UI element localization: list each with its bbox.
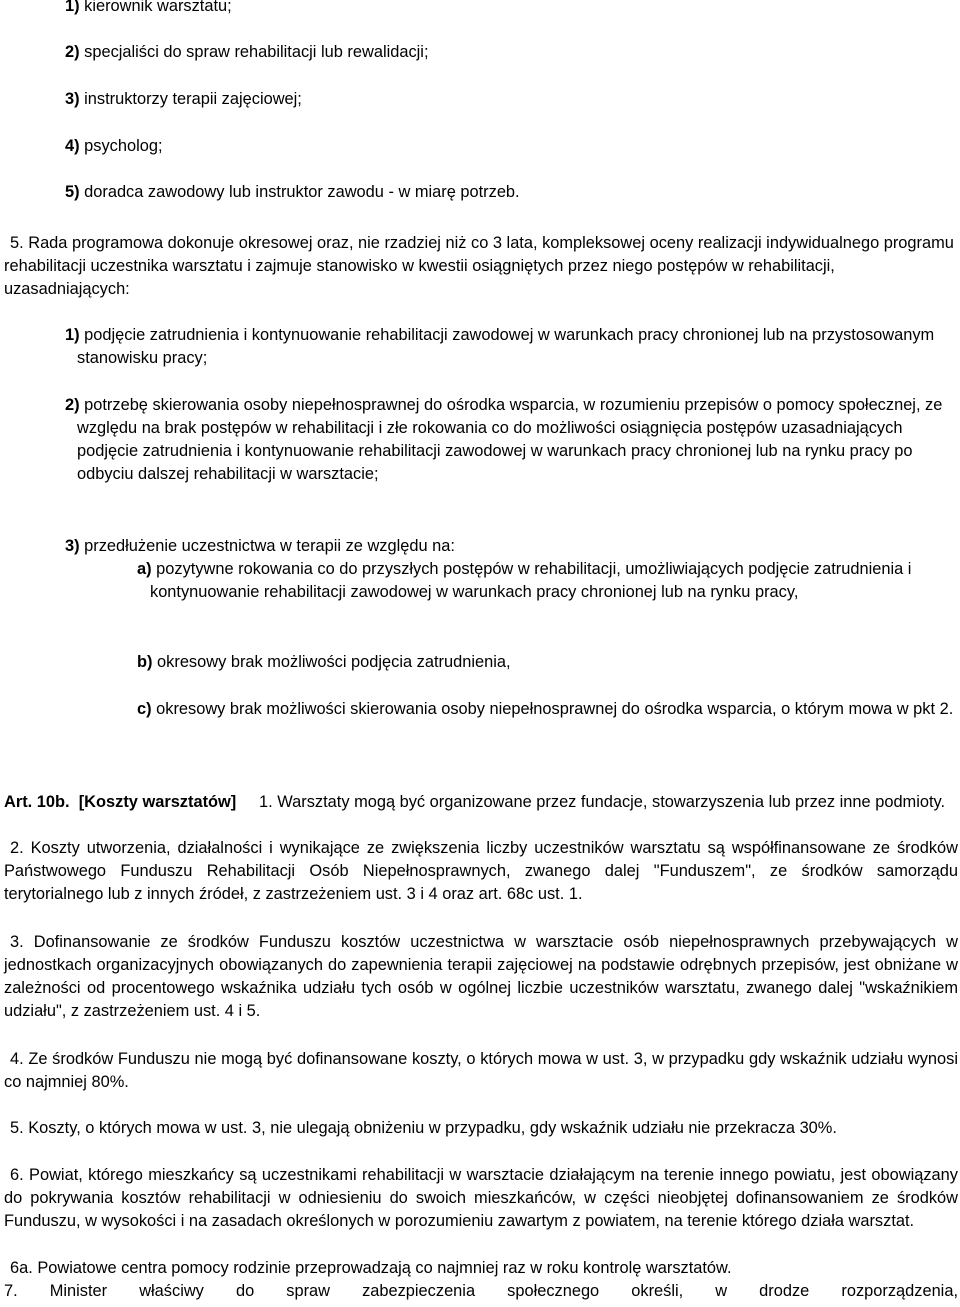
article-paragraph: 6a. Powiatowe centra pomocy rodzinie przeprowadzają co najmniej raz w roku kontrolę warsztatów.	[10, 1259, 732, 1277]
sub-list-item: a) pozytywne rokowania co do przyszłych postępów w rehabilitacji, umożliwiających podjęcie zatrudnienia i kontynuowanie rehabilitacji zawodowej w warunkach pracy chronionej lub na rynku pracy,	[137, 560, 912, 601]
article-paragraph: 5. Koszty, o których mowa w ust. 3, nie ulegają obniżeniu w przypadku, gdy wskaźnik udziału nie przekracza 30%.	[10, 1119, 837, 1137]
list-item: 3) instruktorzy terapii zajęciowej;	[65, 90, 302, 108]
article-label: Art. 10b.	[4, 793, 70, 811]
list-item: 1) podjęcie zatrudnienia i kontynuowanie rehabilitacji zawodowej w warunkach pracy chronionej lub na przystosowanym stanowisku pracy;	[65, 326, 935, 367]
article-paragraph: 4. Ze środków Funduszu nie mogą być dofinansowane koszty, o których mowa w ust. 3, w przypadku gdy wskaźnik udziału wynosi co najmniej 80%.	[4, 1050, 958, 1091]
article-title: [Koszty warsztatów]	[78, 793, 237, 811]
list-item: 1) kierownik warsztatu;	[65, 0, 232, 15]
sub-list-item: c) okresowy brak możliwości skierowania osoby niepełnosprawnej do ośrodka wsparcia, o którym mowa w pkt 2.	[137, 700, 954, 718]
article-paragraph: 7. Minister właściwy do spraw zabezpieczenia społecznego określi, w drodze rozporządzenia,	[4, 1282, 958, 1300]
list-item: 4) psycholog;	[65, 137, 163, 155]
list-item: 2) potrzebę skierowania osoby niepełnosprawnej do ośrodka wsparcia, w rozumieniu przepisów o pomocy społecznej, ze względu na brak postępów w rehabilitacji i złe rokowania co do możliwości osiągnięcia postępów uzasadniających podjęcie zatrudnienia i kontynuowanie rehabilitacji zawodowej w warunkach pracy chronionej lub na rynku pracy po odbyciu dalszej rehabilitacji w warsztacie;	[65, 396, 943, 483]
article-paragraph: 6. Powiat, którego mieszkańcy są uczestnikami rehabilitacji w warsztacie działającym na terenie innego powiatu, jest obowiązany do pokrywania kosztów rehabilitacji w odniesieniu do swoich mieszkańców, w części nieobjętej dofinansowaniem ze środków Funduszu, w wysokości i na zasadach określonych w porozumieniu zawartym z powiatem, na terenie którego działa warsztat.	[4, 1166, 958, 1230]
paragraph-5: 5. Rada programowa dokonuje okresowej oraz, nie rzadziej niż co 3 lata, kompleksowej oceny realizacji indywidualnego programu rehabilitacji uczestnika warsztatu i zajmuje stanowisko w kwestii osiągniętych przez niego postępów w rehabilitacji, uzasadniających:	[4, 234, 954, 298]
article-heading: Art. 10b. [Koszty warsztatów] 1. Warsztaty mogą być organizowane przez fundacje, stowarzyszenia lub przez inne podmioty.	[4, 793, 946, 811]
article-paragraph: 2. Koszty utworzenia, działalności i wynikające ze zwiększenia liczby uczestników warsztatu są współfinansowane ze środków Państwowego Funduszu Rehabilitacji Osób Niepełnosprawnych, zwanego dalej "Funduszem", ze środków samorządu terytorialnego lub z innych źródeł, z zastrzeżeniem ust. 3 i 4 oraz art. 68c ust. 1.	[4, 839, 958, 903]
list-item: 5) doradca zawodowy lub instruktor zawodu - w miarę potrzeb.	[65, 183, 520, 201]
sub-list-item: b) okresowy brak możliwości podjęcia zatrudnienia,	[137, 653, 511, 671]
list-item: 3) przedłużenie uczestnictwa w terapii ze względu na:	[65, 537, 455, 555]
article-paragraph: 3. Dofinansowanie ze środków Funduszu kosztów uczestnictwa w warsztacie osób niepełnosprawnych przebywających w jednostkach organizacyjnych obowiązanych do zapewnienia terapii zajęciowej na podstawie odrębnych przepisów, jest obniżane w zależności od procentowego wskaźnika udziału tych osób w ogólnej liczbie uczestników warsztatu, zwanego dalej "wskaźnikiem udziału", z zastrzeżeniem ust. 4 i 5.	[4, 933, 958, 1020]
list-item: 2) specjaliści do spraw rehabilitacji lub rewalidacji;	[65, 43, 429, 61]
